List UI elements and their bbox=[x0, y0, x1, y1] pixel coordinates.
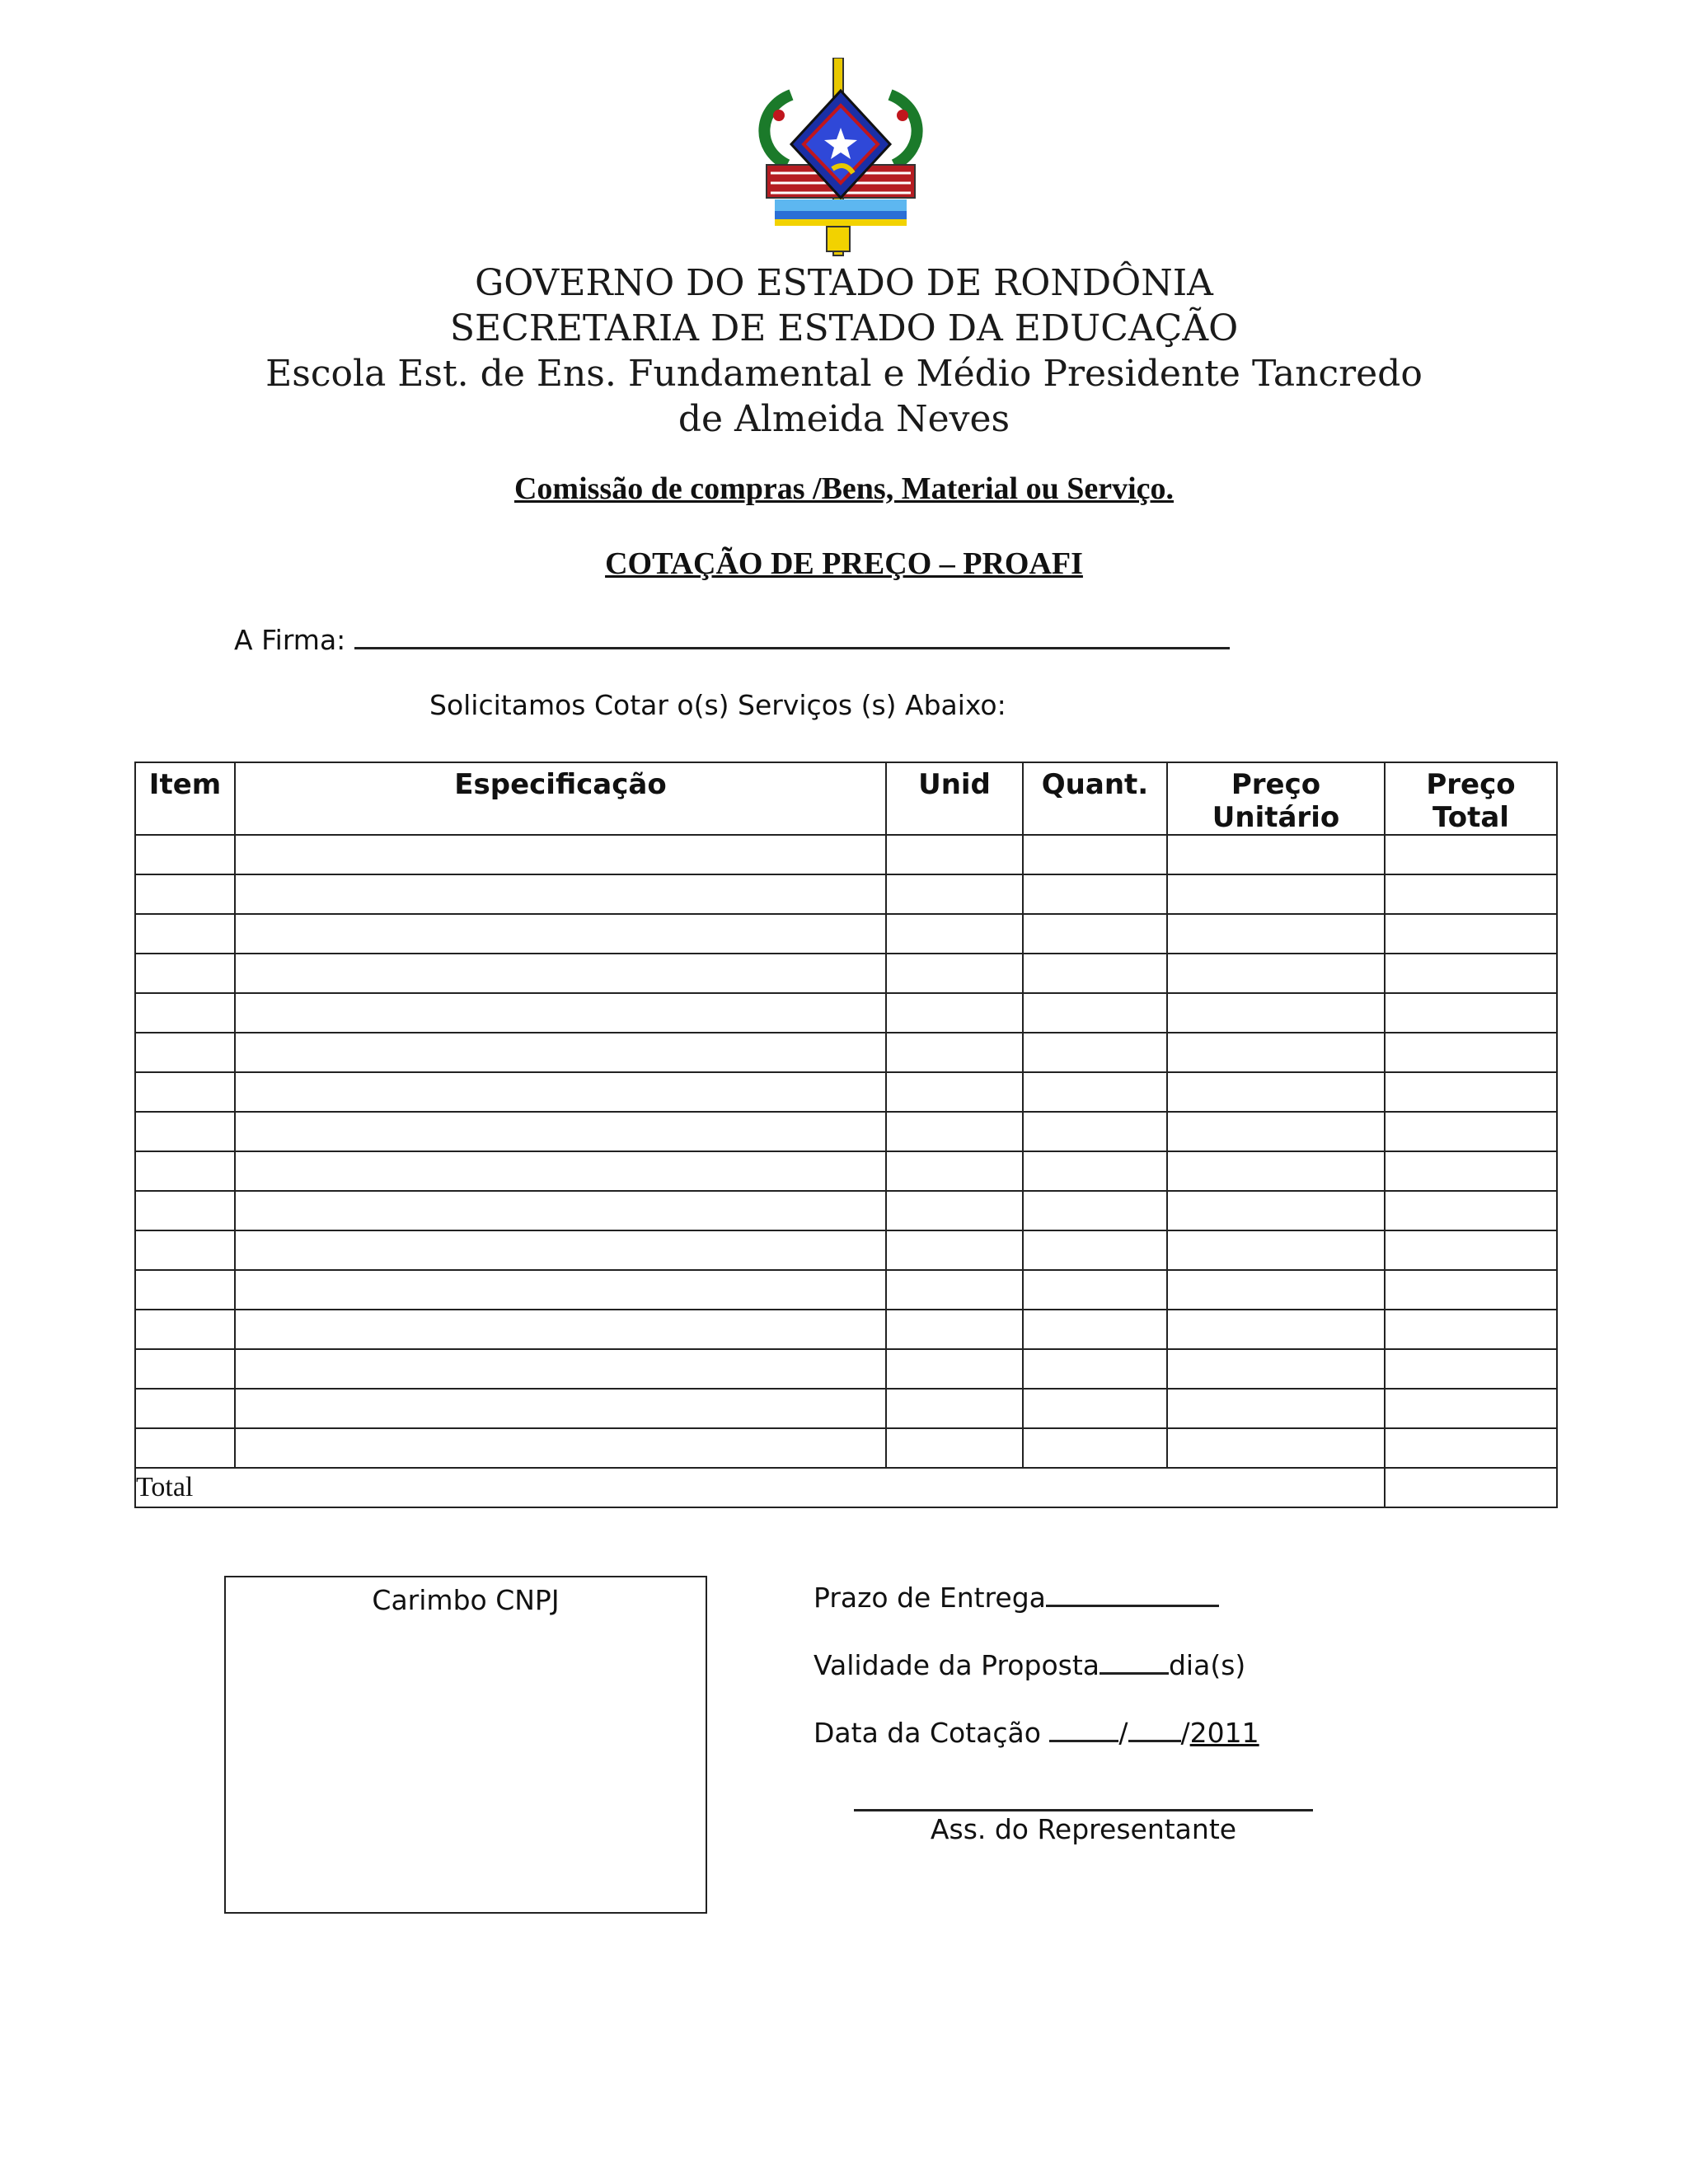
col-unid: Unid bbox=[886, 762, 1023, 835]
cell-unid[interactable] bbox=[886, 835, 1023, 874]
table-row bbox=[135, 1310, 1557, 1349]
cell-item[interactable] bbox=[135, 1033, 235, 1072]
cell-quant[interactable] bbox=[1023, 1151, 1167, 1191]
cnpj-stamp-box[interactable] bbox=[224, 1576, 707, 1914]
table-row bbox=[135, 1389, 1557, 1428]
header-government: GOVERNO DO ESTADO DE RONDÔNIA bbox=[475, 262, 1213, 304]
cell-item[interactable] bbox=[135, 1389, 235, 1428]
document-title: COTAÇÃO DE PREÇO – PROAFI bbox=[605, 546, 1083, 581]
proposal-validity-blank[interactable] bbox=[1100, 1647, 1169, 1675]
col-preco-total-line2: Total bbox=[1432, 801, 1509, 834]
signature-label: Ass. do Representante bbox=[930, 1813, 1237, 1845]
cell-quant[interactable] bbox=[1023, 1112, 1167, 1151]
cell-preco-total[interactable] bbox=[1385, 1191, 1557, 1230]
table-row bbox=[135, 954, 1557, 993]
cell-especificacao[interactable] bbox=[235, 1270, 886, 1310]
cell-especificacao[interactable] bbox=[235, 993, 886, 1033]
cell-item[interactable] bbox=[135, 1191, 235, 1230]
cell-quant[interactable] bbox=[1023, 1310, 1167, 1349]
cell-preco-unitario[interactable] bbox=[1167, 874, 1385, 914]
cnpj-stamp-label: Carimbo CNPJ bbox=[372, 1584, 560, 1616]
cell-quant[interactable] bbox=[1023, 1389, 1167, 1428]
cell-especificacao[interactable] bbox=[235, 1428, 886, 1468]
cell-quant[interactable] bbox=[1023, 1033, 1167, 1072]
table-row bbox=[135, 993, 1557, 1033]
signature-line[interactable] bbox=[854, 1809, 1313, 1811]
cell-unid[interactable] bbox=[886, 1428, 1023, 1468]
cell-unid[interactable] bbox=[886, 1389, 1023, 1428]
cell-especificacao[interactable] bbox=[235, 1033, 886, 1072]
cell-preco-unitario[interactable] bbox=[1167, 914, 1385, 954]
cell-preco-unitario[interactable] bbox=[1167, 1270, 1385, 1310]
cell-especificacao[interactable] bbox=[235, 874, 886, 914]
cell-especificacao[interactable] bbox=[235, 1112, 886, 1151]
cell-especificacao[interactable] bbox=[235, 954, 886, 993]
cell-quant[interactable] bbox=[1023, 1428, 1167, 1468]
cell-unid[interactable] bbox=[886, 1230, 1023, 1270]
cell-unid[interactable] bbox=[886, 1151, 1023, 1191]
delivery-deadline-blank[interactable] bbox=[1046, 1580, 1219, 1607]
cell-item[interactable] bbox=[135, 993, 235, 1033]
cell-preco-total[interactable] bbox=[1385, 1428, 1557, 1468]
col-item: Item bbox=[135, 762, 235, 835]
cell-especificacao[interactable] bbox=[235, 835, 886, 874]
quote-date-day-blank[interactable] bbox=[1049, 1715, 1118, 1742]
cell-preco-total[interactable] bbox=[1385, 1151, 1557, 1191]
table-row bbox=[135, 1428, 1557, 1468]
proposal-validity-unit: dia(s) bbox=[1168, 1649, 1246, 1681]
header-school-line2: de Almeida Neves bbox=[678, 398, 1010, 440]
table-row bbox=[135, 1349, 1557, 1389]
cell-preco-unitario[interactable] bbox=[1167, 1349, 1385, 1389]
firma-field bbox=[234, 622, 1230, 656]
col-preco-total bbox=[1385, 762, 1557, 835]
cell-preco-total[interactable] bbox=[1385, 993, 1557, 1033]
table-header-row bbox=[135, 762, 1557, 835]
cell-quant[interactable] bbox=[1023, 874, 1167, 914]
cell-unid[interactable] bbox=[886, 1112, 1023, 1151]
cell-item[interactable] bbox=[135, 1349, 235, 1389]
table-row bbox=[135, 874, 1557, 914]
table-row bbox=[135, 1112, 1557, 1151]
header-school-line1: Escola Est. de Ens. Fundamental e Médio Presidente Tancredo bbox=[265, 353, 1423, 395]
cell-item[interactable] bbox=[135, 874, 235, 914]
quote-date-year: 2011 bbox=[1189, 1717, 1259, 1749]
cell-preco-total[interactable] bbox=[1385, 874, 1557, 914]
cell-preco-unitario[interactable] bbox=[1167, 1230, 1385, 1270]
table-row bbox=[135, 835, 1557, 874]
purchasing-commission-subtitle: Comissão de compras /Bens, Material ou Serviço. bbox=[513, 471, 1175, 506]
cell-preco-unitario[interactable] bbox=[1167, 1072, 1385, 1112]
proposal-validity-label: Validade da Proposta bbox=[814, 1649, 1100, 1681]
request-text: Solicitamos Cotar o(s) Serviços (s) Abaixo: bbox=[429, 689, 1006, 721]
cell-preco-total[interactable] bbox=[1385, 1230, 1557, 1270]
quote-date-month-blank[interactable] bbox=[1128, 1715, 1181, 1742]
cell-unid[interactable] bbox=[886, 1072, 1023, 1112]
cell-preco-total[interactable] bbox=[1385, 1349, 1557, 1389]
cell-unid[interactable] bbox=[886, 874, 1023, 914]
table-row bbox=[135, 1033, 1557, 1072]
delivery-deadline-field bbox=[814, 1580, 1219, 1614]
cell-especificacao[interactable] bbox=[235, 1230, 886, 1270]
cell-preco-unitario[interactable] bbox=[1167, 954, 1385, 993]
state-coat-of-arms-logo bbox=[754, 58, 927, 260]
cell-item[interactable] bbox=[135, 954, 235, 993]
cell-preco-unitario[interactable] bbox=[1167, 1389, 1385, 1428]
total-row bbox=[135, 1468, 1557, 1507]
header-secretariat: SECRETARIA DE ESTADO DA EDUCAÇÃO bbox=[449, 307, 1239, 349]
cell-item[interactable] bbox=[135, 835, 235, 874]
cell-unid[interactable] bbox=[886, 1349, 1023, 1389]
proposal-validity-field bbox=[814, 1647, 1245, 1681]
cell-quant[interactable] bbox=[1023, 1349, 1167, 1389]
total-label: Total bbox=[135, 1468, 1385, 1507]
quote-date-label: Data da Cotação bbox=[814, 1717, 1041, 1749]
cell-quant[interactable] bbox=[1023, 1072, 1167, 1112]
cell-especificacao[interactable] bbox=[235, 1310, 886, 1349]
cell-item[interactable] bbox=[135, 1151, 235, 1191]
cell-preco-total[interactable] bbox=[1385, 1389, 1557, 1428]
cell-preco-unitario[interactable] bbox=[1167, 1112, 1385, 1151]
col-preco-total-line1: Preço bbox=[1426, 768, 1516, 801]
quote-date-slash-1: / bbox=[1118, 1717, 1128, 1749]
cell-item[interactable] bbox=[135, 1428, 235, 1468]
quote-date-field bbox=[814, 1715, 1259, 1749]
cell-quant[interactable] bbox=[1023, 914, 1167, 954]
delivery-deadline-label: Prazo de Entrega bbox=[814, 1582, 1046, 1614]
cell-quant[interactable] bbox=[1023, 1270, 1167, 1310]
quote-table bbox=[134, 762, 1558, 1508]
cell-preco-unitario[interactable] bbox=[1167, 1191, 1385, 1230]
table-row bbox=[135, 1270, 1557, 1310]
cell-unid[interactable] bbox=[886, 993, 1023, 1033]
cell-preco-total[interactable] bbox=[1385, 835, 1557, 874]
col-quant: Quant. bbox=[1023, 762, 1167, 835]
cell-unid[interactable] bbox=[886, 1270, 1023, 1310]
table-row bbox=[135, 1191, 1557, 1230]
cell-item[interactable] bbox=[135, 1072, 235, 1112]
cell-unid[interactable] bbox=[886, 914, 1023, 954]
cell-preco-unitario[interactable] bbox=[1167, 1428, 1385, 1468]
cell-especificacao[interactable] bbox=[235, 914, 886, 954]
total-value-cell[interactable] bbox=[1385, 1468, 1557, 1507]
cell-item[interactable] bbox=[135, 1112, 235, 1151]
cell-unid[interactable] bbox=[886, 954, 1023, 993]
cell-preco-unitario[interactable] bbox=[1167, 835, 1385, 874]
table-row bbox=[135, 1151, 1557, 1191]
quote-date-slash-2: / bbox=[1180, 1717, 1190, 1749]
cell-item[interactable] bbox=[135, 1270, 235, 1310]
cell-preco-unitario[interactable] bbox=[1167, 993, 1385, 1033]
cell-preco-unitario[interactable] bbox=[1167, 1151, 1385, 1191]
col-preco-unitario bbox=[1167, 762, 1385, 835]
cell-preco-total[interactable] bbox=[1385, 1033, 1557, 1072]
cell-preco-total[interactable] bbox=[1385, 1072, 1557, 1112]
cell-item[interactable] bbox=[135, 914, 235, 954]
cell-unid[interactable] bbox=[886, 1033, 1023, 1072]
cell-unid[interactable] bbox=[886, 1191, 1023, 1230]
cell-especificacao[interactable] bbox=[235, 1389, 886, 1428]
cell-preco-total[interactable] bbox=[1385, 1310, 1557, 1349]
cell-quant[interactable] bbox=[1023, 954, 1167, 993]
cell-especificacao[interactable] bbox=[235, 1349, 886, 1389]
cell-unid[interactable] bbox=[886, 1310, 1023, 1349]
cell-quant[interactable] bbox=[1023, 1191, 1167, 1230]
cell-especificacao[interactable] bbox=[235, 1151, 886, 1191]
cell-preco-unitario[interactable] bbox=[1167, 1310, 1385, 1349]
cell-preco-total[interactable] bbox=[1385, 914, 1557, 954]
cell-preco-total[interactable] bbox=[1385, 1112, 1557, 1151]
firma-label: A Firma: bbox=[234, 624, 346, 656]
col-preco-unitario-line2: Unitário bbox=[1212, 801, 1340, 834]
col-preco-unitario-line1: Preço bbox=[1231, 768, 1321, 801]
cell-preco-unitario[interactable] bbox=[1167, 1033, 1385, 1072]
cell-item[interactable] bbox=[135, 1310, 235, 1349]
cell-preco-total[interactable] bbox=[1385, 1270, 1557, 1310]
table-row bbox=[135, 914, 1557, 954]
cell-quant[interactable] bbox=[1023, 1230, 1167, 1270]
cell-especificacao[interactable] bbox=[235, 1191, 886, 1230]
col-especificacao: Especificação bbox=[235, 762, 886, 835]
table-row bbox=[135, 1072, 1557, 1112]
cell-quant[interactable] bbox=[1023, 993, 1167, 1033]
firma-blank[interactable] bbox=[354, 622, 1230, 649]
cell-especificacao[interactable] bbox=[235, 1072, 886, 1112]
cell-preco-total[interactable] bbox=[1385, 954, 1557, 993]
table-row bbox=[135, 1230, 1557, 1270]
cell-item[interactable] bbox=[135, 1230, 235, 1270]
cell-quant[interactable] bbox=[1023, 835, 1167, 874]
